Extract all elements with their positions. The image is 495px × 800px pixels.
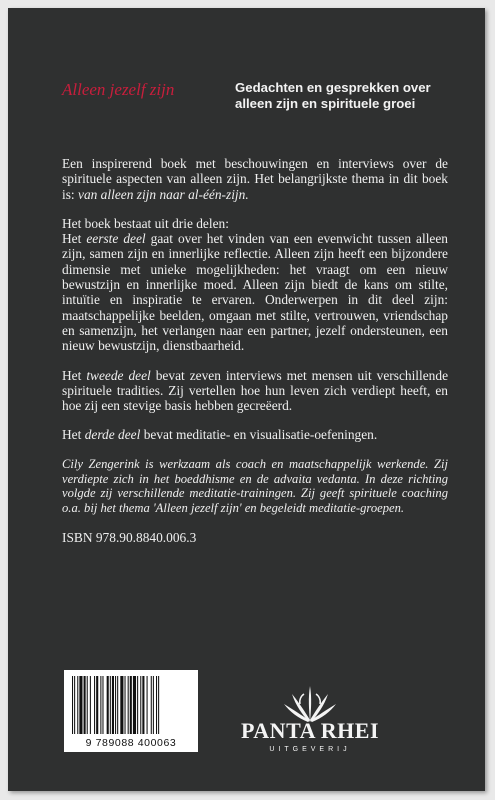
barcode-bar	[84, 676, 86, 734]
barcode-bar	[133, 676, 136, 734]
intro-theme: van alleen zijn naar al-één-zijn.	[78, 186, 249, 202]
part-two-text: bevat zeven interviews met mensen uit verschillende spirituele tradities. Zij vertellen hoe hun leven zich verdiept heeft, en hoe zij een stevige basis hebben gecreëerd.	[62, 367, 449, 414]
barcode-bar	[125, 676, 126, 734]
barcode-bar	[94, 676, 95, 734]
part-two-lead: Het	[62, 367, 87, 383]
barcode-bar	[77, 676, 78, 734]
parts-heading: Het boek bestaat uit drie delen:	[62, 215, 229, 231]
barcode-bar	[87, 676, 88, 734]
barcode-bar	[156, 676, 157, 734]
barcode-bar	[72, 676, 73, 734]
barcode-bar	[142, 676, 144, 734]
barcode-bar	[79, 676, 82, 734]
barcode-digits: 9 789088 400063	[85, 737, 177, 749]
part-two-paragraph	[62, 368, 448, 414]
part-one-paragraph	[62, 216, 448, 354]
barcode-bar	[96, 676, 98, 734]
barcode-bar	[153, 676, 154, 734]
barcode-bar	[100, 676, 101, 734]
barcode-bar	[110, 676, 111, 734]
barcode-bar	[147, 676, 148, 734]
blurb	[62, 156, 448, 559]
author-bio: Cily Zengerink is werkzaam als coach en maatschappelijk werkende. Zij verdiepte zich in het boeddhisme en de advaita vedanta. In deze richting volgde zij verschillende meditatie-trainingen. Zij geeft spirituele coaching o.a. bij het thema 'Alleen jezelf zijn' en begeleidt meditatie-groepen.	[62, 456, 448, 516]
barcode-bar	[151, 676, 152, 734]
part-one-text: gaat over het vinden van een evenwicht tussen alleen zijn, samen zijn en innerlijke reflectie. Alleen zijn heeft een bijzondere dimensie met unieke mogelijkheden: het vraagt om een nieuw bewustzijn en innerlijke moed. Alleen zijn biedt de kans om stilte, intuïtie en inspiratie te ervaren. Onderwerpen in dit deel zijn: maatschappelijke beelden, omgaan met stilte, vertrouwen, vriendschap en samenzijn, het verlangen naar een partner, jezelf ondersteunen, een nieuw bewustzijn, dienstbaarheid.	[62, 231, 449, 354]
book-subtitle: Gedachten en gesprekken over alleen zijn en spirituele groei	[235, 80, 431, 111]
barcode-bar	[107, 676, 109, 734]
part-three-paragraph	[62, 427, 448, 442]
barcode-icon	[70, 676, 192, 734]
barcode-bar	[117, 676, 118, 734]
barcode-bar	[137, 676, 138, 734]
isbn: ISBN 978.90.8840.006.3	[62, 529, 197, 545]
part-three-text: bevat meditatie- en visualisatie-oefeningen.	[140, 427, 378, 443]
barcode	[64, 670, 198, 752]
publisher-subtitle: UITGEVERIJ	[269, 746, 351, 753]
barcode-bar	[102, 676, 103, 734]
barcode-bar	[115, 676, 116, 734]
barcode-bar	[120, 676, 123, 734]
barcode-bar	[158, 676, 159, 734]
publisher-name: PANTA RHEI	[240, 718, 380, 743]
intro-paragraph	[62, 156, 448, 202]
part-two-emphasis: tweede deel	[86, 367, 151, 383]
publisher-logo	[240, 684, 380, 764]
part-one-lead: Het	[62, 231, 87, 247]
book-back-cover	[8, 8, 485, 791]
barcode-bar	[90, 676, 91, 734]
book-title: Alleen jezelf zijn	[62, 80, 175, 99]
part-three-emphasis: derde deel	[84, 427, 141, 443]
barcode-bar	[140, 676, 141, 734]
barcode-bar	[112, 676, 114, 734]
barcode-bar	[74, 676, 75, 734]
intro-text: Een inspirerend boek met beschouwingen en interviews over de spirituele aspecten van alleen zijn. Het belangrijkste thema in dit boek is:	[62, 156, 448, 202]
barcode-bar	[130, 676, 132, 734]
part-three-lead: Het	[62, 427, 85, 443]
barcode-bar	[128, 676, 129, 734]
part-one-emphasis: eerste deel	[86, 231, 146, 247]
